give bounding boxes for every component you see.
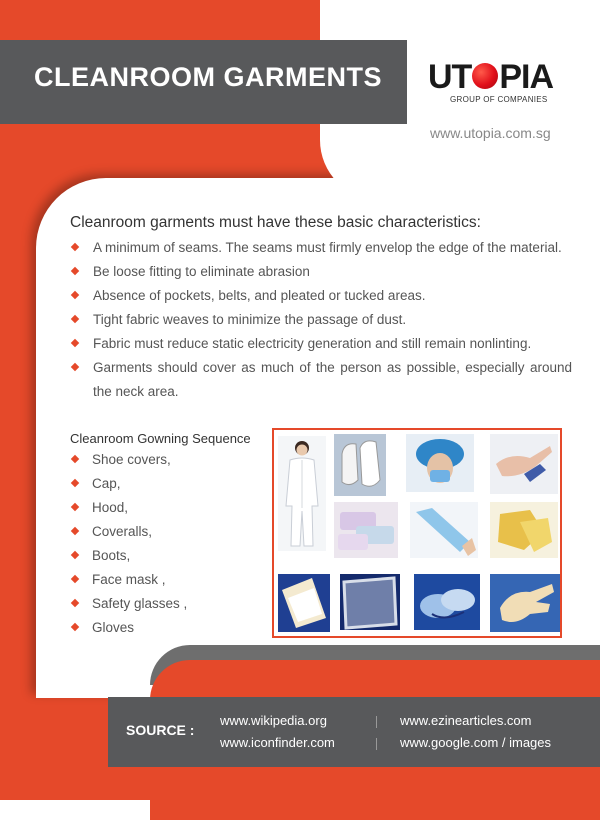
- logo-globe-icon: [472, 63, 498, 89]
- list-item: Garments should cover as much of the person as possible, especially around the neck area.: [72, 356, 572, 404]
- bouffant-cap-mask-image: [406, 434, 474, 492]
- logo-tagline: GROUP OF COMPANIES: [450, 95, 548, 104]
- page-title: CLEANROOM GARMENTS: [34, 62, 382, 92]
- sleeve-protector-image: [410, 502, 478, 558]
- list-item: Be loose fitting to eliminate abrasion: [72, 260, 572, 284]
- diamond-bullet-icon: [71, 527, 79, 535]
- folded-garments-image: [334, 502, 398, 558]
- diamond-bullet-icon: [71, 479, 79, 487]
- source-label: SOURCE :: [126, 722, 195, 738]
- utopia-logo: [428, 58, 568, 108]
- list-item: Boots,: [72, 544, 187, 568]
- gowning-list: [72, 448, 187, 640]
- diamond-bullet-icon: [71, 267, 79, 275]
- cleanroom-shoes-image: [334, 434, 386, 496]
- characteristics-heading: Cleanroom garments must have these basic characteristics:: [70, 214, 481, 231]
- gowning-heading: Cleanroom Gowning Sequence: [70, 431, 251, 446]
- list-item: Tight fabric weaves to minimize the passage of dust.: [72, 308, 572, 332]
- source-link-ezinearticles[interactable]: www.ezinearticles.com: [400, 713, 532, 728]
- diamond-bullet-icon: [71, 339, 79, 347]
- website-link[interactable]: www.utopia.com.sg: [430, 125, 551, 141]
- diamond-bullet-icon: [71, 551, 79, 559]
- source-link-iconfinder[interactable]: www.iconfinder.com: [220, 735, 335, 750]
- person-in-coverall-image: [278, 436, 326, 551]
- diamond-bullet-icon: [71, 503, 79, 511]
- source-divider: [376, 716, 377, 728]
- list-item: Hood,: [72, 496, 187, 520]
- logo-wordmark: UT PIA: [428, 58, 554, 96]
- source-link-wikipedia[interactable]: www.wikipedia.org: [220, 713, 327, 728]
- list-item: Fabric must reduce static electricity generation and still remain nonlinting.: [72, 332, 572, 356]
- garment-photo-grid: [272, 428, 562, 638]
- diamond-bullet-icon: [71, 599, 79, 607]
- list-item: Coveralls,: [72, 520, 187, 544]
- yellow-gloves-image: [490, 502, 558, 558]
- list-item: Safety glasses ,: [72, 592, 187, 616]
- source-link-google-images[interactable]: www.google.com / images: [400, 735, 552, 750]
- shoe-covers-image: [414, 574, 480, 630]
- list-item: Face mask ,: [72, 568, 187, 592]
- finger-cots-image: [490, 574, 560, 632]
- diamond-bullet-icon: [71, 363, 79, 371]
- list-item: Cap,: [72, 472, 187, 496]
- source-divider: [376, 738, 377, 750]
- characteristics-list: [72, 236, 572, 404]
- diamond-bullet-icon: [71, 243, 79, 251]
- diamond-bullet-icon: [71, 291, 79, 299]
- list-item: A minimum of seams. The seams must firmly envelop the edge of the material.: [72, 236, 572, 260]
- latex-gloves-image: [490, 434, 558, 494]
- diamond-bullet-icon: [71, 623, 79, 631]
- diamond-bullet-icon: [71, 315, 79, 323]
- sticky-mat-image: [340, 574, 400, 630]
- list-item: Shoe covers,: [72, 448, 187, 472]
- diamond-bullet-icon: [71, 575, 79, 583]
- diamond-bullet-icon: [71, 455, 79, 463]
- list-item: Absence of pockets, belts, and pleated or tucked areas.: [72, 284, 572, 308]
- list-item: Gloves: [72, 616, 187, 640]
- cleanroom-wipes-image: [278, 574, 330, 632]
